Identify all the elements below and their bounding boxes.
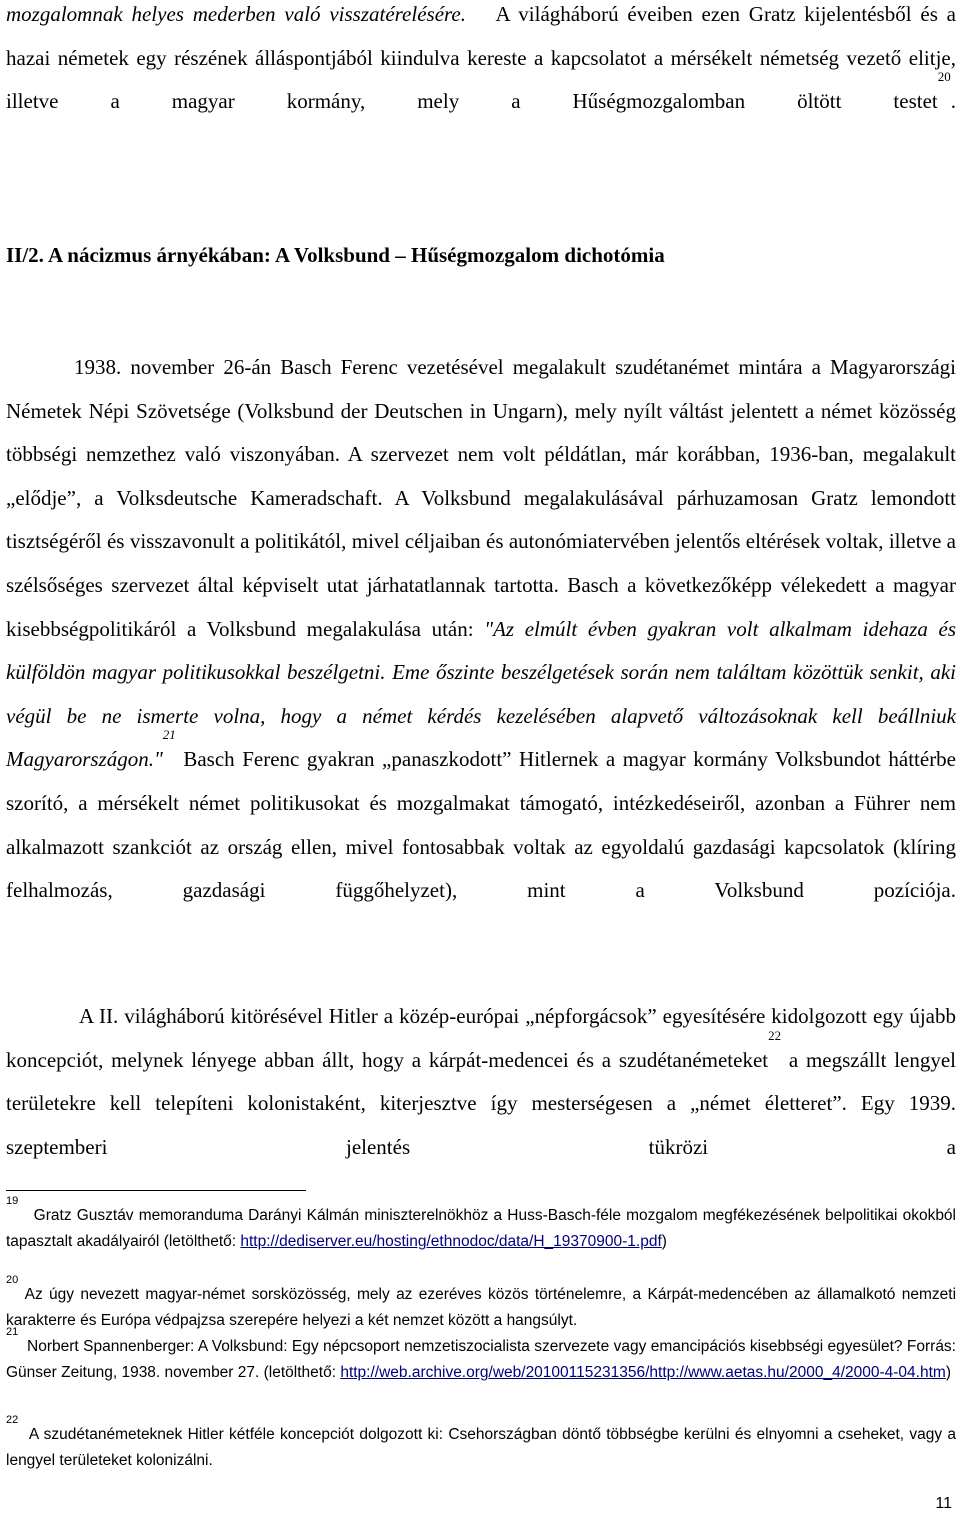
paragraph-text: Basch Ferenc gyakran „panaszkodott” Hitlernek a magyar kormány Volksbundot háttérbe szorító, a mérsékelt német politikusokat és mozgalmakat támogató, intézkedéseiről, azonban a Führer nem alkalmazott szankciót az ország ellen, mivel fontosabbak voltak az egyoldalú gazdasági kapcsolatok (klíring felhalmozás, gazdasági függőhelyzet), mint a Volksbund pozíciója. (6, 747, 957, 903)
footnote-21 (6, 1326, 956, 1386)
footnote-number: 22 (6, 1414, 19, 1426)
footnote-20 (6, 1274, 957, 1334)
paragraph-3 (6, 995, 956, 1169)
footnote-ref-22[interactable]: 22 (768, 1027, 782, 1043)
footnote-number: 19 (6, 1195, 19, 1207)
footnote-tail: ) (945, 1364, 951, 1381)
paragraph-text: A világháború éveiben ezen Gratz kijelentésből és a hazai németek egy részének álláspontjából kiindulva kereste a kapcsolatot a mérsékelt németség vezető elitje, illetve a magyar kormány, mely a Hűségmozgalomban öltött testet (6, 2, 957, 114)
footnote-text: Norbert Spannenberger: A Volksbund: Egy népcsoport nemzetiszocialista szervezete vagy emancipációs kisebbségi egyesület? Forrás: Günser Zeitung, 1938. november 27. (letölthető: (6, 1338, 956, 1381)
footnote-link[interactable]: http://dediserver.eu/hosting/ethnodoc/data/H_19370900-1.pdf (240, 1233, 662, 1250)
footnote-ref-20[interactable]: 20 (937, 69, 951, 85)
paragraph-end: . (950, 89, 956, 114)
paragraph-2 (6, 346, 956, 913)
footnote-ref-21[interactable]: 21 (162, 727, 176, 743)
footnote-text: Gratz Gusztáv memoranduma Darányi Kálmán miniszterelnökhöz a Huss-Basch-féle mozgalom megfékezésének belpolitikai okokból tapasztalt akadályairól (letölthető: (6, 1207, 957, 1250)
footnote-19 (6, 1195, 957, 1255)
italic-text: mozgalomnak helyes mederben való visszatérelésére. (6, 2, 466, 26)
footnote-22 (6, 1414, 956, 1474)
paragraph-text: 1938. november 26-án Basch Ferenc vezetésével megalakult szudétanémet mintára a Magyarországi Németek Népi Szövetsége (Volksbund der Deutschen in Ungarn), mely nyílt váltást jelentett a német közösség többségi nemzethez való viszonyában. A szervezet nem volt példátlan, már korábban, 1936-ban, megalakult „elődje”, a Volksdeutsche Kameradschaft. A Volksbund megalakulásával párhuzamosan Gratz lemondott tisztségéről és visszavonult a politikától, mivel céljaiban és autonómiatervében jelentős eltérések voltak, illetve a szélsőséges szervezet által képviselt utat járhatatlannak tartotta. Basch a következőképp vélekedett a magyar kisebbségpolitikáról a Volksbund megalakulása után: (6, 355, 956, 641)
footnote-text: A szudétanémeteknek Hitler kétféle koncepciót dolgozott ki: Csehországban döntő többségbe kerülni és elnyomni a cseheket, vagy a lengyel területeket kolonizálni. (6, 1426, 956, 1469)
paragraph-1 (6, 0, 956, 124)
footnote-link[interactable]: http://web.archive.org/web/20100115231356/http://www.aetas.hu/2000_4/2000-4-04.htm (340, 1364, 946, 1381)
footnote-separator (6, 1190, 306, 1191)
footnote-text: Az úgy nevezett magyar-német sorsközösség, mely az ezeréves közös történelemre, a Kárpát-medencében az államalkotó nemzeti karakterre és Európa védpajzsa szerepére helyezi a két nemzet között a hangsúlyt. (6, 1286, 957, 1329)
paragraph-text: a megszállt lengyel területekre kell telepíteni kolonistaként, kiterjesztve így mesterségesen a „német életteret”. Egy 1939. szeptemberi jelentés tükrözi a (6, 1047, 956, 1159)
quote-text: "Az elmúlt évben gyakran volt alkalmam idehaza és külföldön magyar politikusokkal beszélgetni. Eme őszinte beszélgetések során nem találtam közöttük senkit, aki végül be ne ismerte volna, hogy a német kérdés kezelésében alapvető változásoknak kell beállniuk Magyarországon." (6, 616, 957, 772)
paragraph-text: A II. világháború kitörésével Hitler a közép-európai „népforgácsok” egyesítésére kidolgozott egy újabb koncepciót, melynek lényege abban állt, hogy a kárpát-medencei és a szudétanémeteket (6, 1004, 956, 1072)
section-heading: II/2. A nácizmus árnyékában: A Volksbund – Hűségmozgalom dichotómia (6, 243, 665, 267)
footnote-number: 21 (6, 1326, 19, 1338)
footnote-tail: ) (661, 1233, 667, 1250)
footnote-number: 20 (6, 1274, 19, 1286)
page-number: 11 (935, 1495, 952, 1512)
